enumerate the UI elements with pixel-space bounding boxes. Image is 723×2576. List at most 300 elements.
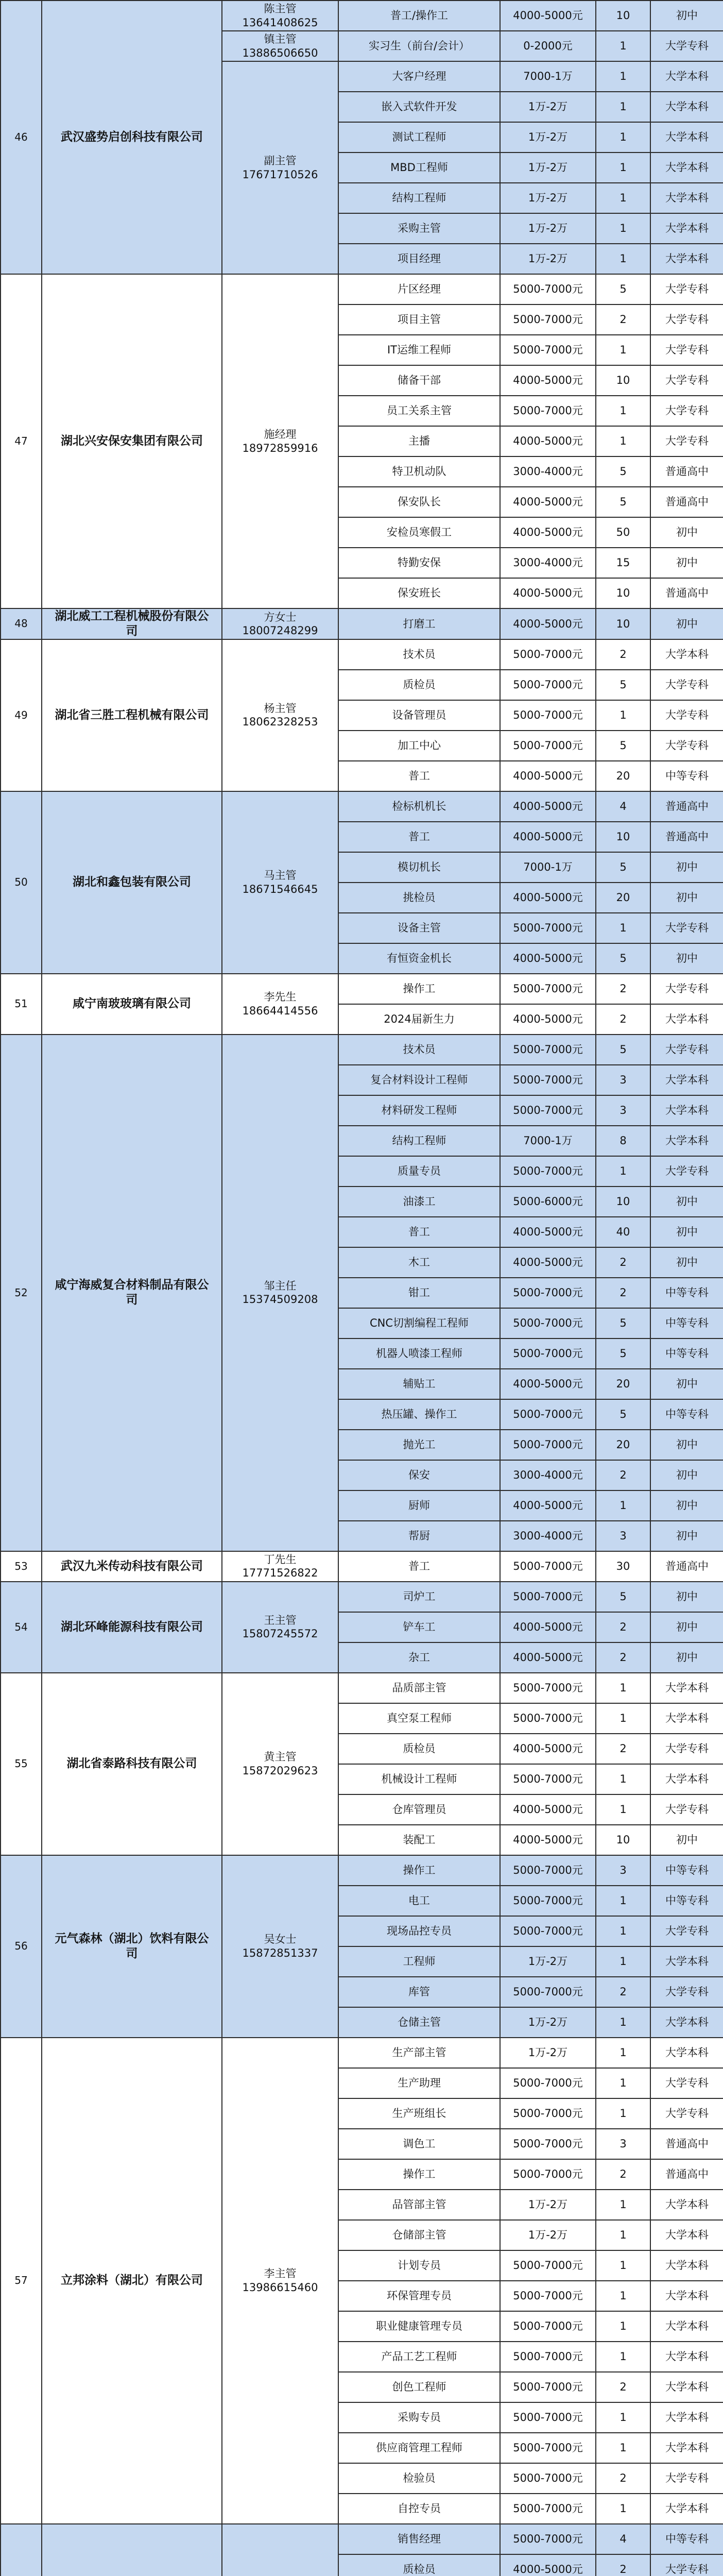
contact-name: 黄主管: [264, 1751, 297, 1764]
job-education: 大学专科: [650, 2098, 723, 2129]
job-education: 大学本科: [650, 244, 723, 274]
job-title: 铲车工: [338, 1612, 500, 1642]
job-headcount: 40: [596, 1217, 650, 1247]
contact-cell: [222, 1582, 338, 1673]
job-salary: 5000-7000元: [500, 304, 596, 335]
job-education: 大学专科: [650, 700, 723, 731]
job-title: 储备干部: [338, 365, 500, 396]
job-headcount: 1: [596, 1886, 650, 1916]
job-title: 挑检员: [338, 883, 500, 913]
job-salary: 5000-7000元: [500, 1916, 596, 1946]
job-title: 普工: [338, 822, 500, 852]
job-education: 中等专科: [650, 1338, 723, 1369]
job-education: 初中: [650, 852, 723, 883]
job-education: 初中: [650, 548, 723, 578]
job-salary: 5000-7000元: [500, 2098, 596, 2129]
contact-cell: [222, 274, 338, 608]
table-row: [1, 1673, 723, 1703]
company-number: 51: [1, 974, 42, 1035]
job-education: 大学专科: [650, 1734, 723, 1764]
company-name: 湖北和鑫包装有限公司: [42, 791, 222, 974]
job-headcount: 1: [596, 426, 650, 456]
job-education: 初中: [650, 1, 723, 31]
job-headcount: 1: [596, 1673, 650, 1703]
contact-name: 镇主管: [264, 33, 297, 46]
job-title: 现场品控专员: [338, 1916, 500, 1946]
company-name: 咸宁南玻玻璃有限公司: [42, 974, 222, 1035]
job-education: 中等专科: [650, 1278, 723, 1308]
job-education: 大学本科: [650, 2311, 723, 2342]
table-row: [1, 2524, 723, 2554]
job-headcount: 1: [596, 31, 650, 61]
job-salary: 4000-5000元: [500, 487, 596, 517]
job-title: 真空泵工程师: [338, 1703, 500, 1734]
job-title: 操作工: [338, 974, 500, 1004]
job-title: 普工: [338, 1217, 500, 1247]
job-education: 大学本科: [650, 1004, 723, 1035]
job-salary: 5000-7000元: [500, 731, 596, 761]
job-title: 普工: [338, 761, 500, 791]
company-number: 56: [1, 1855, 42, 2038]
table-row: [1, 608, 723, 639]
job-salary: 5000-7000元: [500, 1095, 596, 1126]
job-salary: 4000-5000元: [500, 1734, 596, 1764]
job-title: 有恒资金机长: [338, 943, 500, 974]
job-headcount: 5: [596, 852, 650, 883]
company-number: 48: [1, 608, 42, 639]
job-education: 初中: [650, 1460, 723, 1490]
job-salary: 5000-7000元: [500, 1855, 596, 1886]
contact-phone[interactable]: 15374509208: [242, 1293, 318, 1306]
job-headcount: 20: [596, 883, 650, 913]
contact-name: 吴女士: [264, 1933, 297, 1946]
job-salary: 5000-7000元: [500, 1035, 596, 1065]
company-name: [42, 2524, 222, 2576]
job-education: 大学本科: [650, 2372, 723, 2402]
job-headcount: 2: [596, 2554, 650, 2576]
job-education: 中等专科: [650, 761, 723, 791]
job-salary: 5000-7000元: [500, 274, 596, 304]
job-title: CNC切割编程工程师: [338, 1308, 500, 1338]
job-headcount: 1: [596, 1916, 650, 1946]
job-education: 大学本科: [650, 2220, 723, 2250]
job-title: 特勤安保: [338, 548, 500, 578]
job-education: 普通高中: [650, 822, 723, 852]
job-education: 中等专科: [650, 1886, 723, 1916]
job-title: 木工: [338, 1247, 500, 1278]
contact-phone[interactable]: 18671546645: [242, 883, 318, 895]
job-headcount: 1: [596, 913, 650, 943]
table-row: [1, 639, 723, 670]
job-salary: 1万-2万: [500, 2007, 596, 2038]
job-salary: 4000-5000元: [500, 426, 596, 456]
job-title: 自控专员: [338, 2494, 500, 2524]
job-headcount: 1: [596, 2098, 650, 2129]
job-education: 大学本科: [650, 2007, 723, 2038]
job-education: 普通高中: [650, 487, 723, 517]
job-headcount: 20: [596, 761, 650, 791]
job-salary: 5000-7000元: [500, 1886, 596, 1916]
job-education: 初中: [650, 1642, 723, 1673]
job-salary: 0-2000元: [500, 31, 596, 61]
contact-name: 杨主管: [264, 702, 297, 715]
job-salary: 5000-7000元: [500, 2281, 596, 2311]
job-headcount: 1: [596, 2342, 650, 2372]
job-education: 中等专科: [650, 1399, 723, 1430]
job-salary: 4000-5000元: [500, 883, 596, 913]
job-salary: 3000-4000元: [500, 1460, 596, 1490]
job-headcount: 10: [596, 608, 650, 639]
job-headcount: 2: [596, 1734, 650, 1764]
job-salary: 4000-5000元: [500, 2554, 596, 2576]
contact-cell: [222, 608, 338, 639]
job-education: 大学本科: [650, 61, 723, 92]
table-row: [1, 1035, 723, 1065]
job-salary: 5000-7000元: [500, 1338, 596, 1369]
job-title: 结构工程师: [338, 183, 500, 213]
job-title: 销售经理: [338, 2524, 500, 2554]
contact-name: 李主管: [264, 2267, 297, 2280]
job-title: 加工中心: [338, 731, 500, 761]
job-title: 供应商管理工程师: [338, 2433, 500, 2463]
job-education: 大学本科: [650, 183, 723, 213]
job-title: 保安: [338, 1460, 500, 1490]
job-education: 大学本科: [650, 2494, 723, 2524]
contact-name: 施经理: [264, 428, 297, 441]
job-education: 初中: [650, 943, 723, 974]
job-title: 技术员: [338, 1035, 500, 1065]
job-headcount: 1: [596, 152, 650, 183]
job-title: 普工/操作工: [338, 1, 500, 31]
job-education: 初中: [650, 1217, 723, 1247]
job-headcount: 5: [596, 1582, 650, 1612]
job-headcount: 1: [596, 1764, 650, 1794]
job-headcount: 5: [596, 1308, 650, 1338]
job-title: 保安队长: [338, 487, 500, 517]
job-title: 质检员: [338, 2554, 500, 2576]
job-salary: 4000-5000元: [500, 791, 596, 822]
job-title: 实习生（前台/会计）: [338, 31, 500, 61]
contact-cell: [222, 1673, 338, 1855]
job-headcount: 15: [596, 548, 650, 578]
contact-phone[interactable]: 13986615460: [242, 2281, 318, 2294]
job-education: 初中: [650, 1490, 723, 1521]
job-salary: 3000-4000元: [500, 548, 596, 578]
job-salary: 4000-5000元: [500, 822, 596, 852]
job-title: 机械设计工程师: [338, 1764, 500, 1794]
job-headcount: 5: [596, 274, 650, 304]
job-salary: 4000-5000元: [500, 578, 596, 608]
contact-phone[interactable]: 18007248299: [242, 624, 318, 637]
job-headcount: 2: [596, 1278, 650, 1308]
job-salary: 4000-5000元: [500, 1004, 596, 1035]
job-headcount: 5: [596, 487, 650, 517]
job-title: 打磨工: [338, 608, 500, 639]
job-title: 辅贴工: [338, 1369, 500, 1399]
job-salary: 5000-7000元: [500, 1065, 596, 1095]
job-education: 中等专科: [650, 2524, 723, 2554]
job-title: 仓储主管: [338, 2007, 500, 2038]
contact-cell: [222, 639, 338, 791]
job-headcount: 5: [596, 943, 650, 974]
job-title: 质量专员: [338, 1156, 500, 1187]
job-education: 大学专科: [650, 974, 723, 1004]
job-headcount: 1: [596, 61, 650, 92]
job-education: 大学专科: [650, 731, 723, 761]
job-education: 普通高中: [650, 1551, 723, 1582]
job-education: 大学本科: [650, 2281, 723, 2311]
job-salary: 1万-2万: [500, 244, 596, 274]
contact-cell: [222, 31, 338, 61]
job-headcount: 4: [596, 2524, 650, 2554]
job-title: 复合材料设计工程师: [338, 1065, 500, 1095]
job-salary: 4000-5000元: [500, 365, 596, 396]
job-title: 结构工程师: [338, 1126, 500, 1156]
contact-name: 丁先生: [264, 1553, 297, 1566]
job-title: 检标机机长: [338, 791, 500, 822]
company-number: [1, 2524, 42, 2576]
company-number: 52: [1, 1035, 42, 1551]
job-salary: 5000-7000元: [500, 2463, 596, 2494]
company-name: 咸宁海威复合材料制品有限公司: [42, 1035, 222, 1551]
job-salary: 5000-7000元: [500, 1764, 596, 1794]
table-row: [1, 1, 723, 31]
table-row: [1, 274, 723, 304]
job-salary: 5000-7000元: [500, 700, 596, 731]
job-headcount: 1: [596, 2220, 650, 2250]
contact-phone[interactable]: 17671710526: [242, 168, 318, 181]
job-salary: 5000-7000元: [500, 2311, 596, 2342]
job-title: 生产助理: [338, 2068, 500, 2098]
job-education: 普通高中: [650, 791, 723, 822]
job-title: 2024届新生力: [338, 1004, 500, 1035]
job-salary: 5000-7000元: [500, 2159, 596, 2190]
job-title: 环保管理专员: [338, 2281, 500, 2311]
job-education: 普通高中: [650, 2159, 723, 2190]
job-education: 初中: [650, 608, 723, 639]
job-title: 普工: [338, 1551, 500, 1582]
job-salary: 5000-7000元: [500, 1278, 596, 1308]
job-headcount: 1: [596, 183, 650, 213]
job-headcount: 1: [596, 122, 650, 152]
company-name: 元气森林（湖北）饮料有限公司: [42, 1855, 222, 2038]
job-education: 大学本科: [650, 152, 723, 183]
company-name: 湖北威工工程机械股份有限公司: [42, 608, 222, 639]
job-headcount: 1: [596, 2311, 650, 2342]
contact-phone[interactable]: 18664414556: [242, 1004, 318, 1017]
contact-phone[interactable]: 15807245572: [242, 1628, 318, 1640]
job-title: 品质部主管: [338, 1673, 500, 1703]
job-salary: 7000-1万: [500, 852, 596, 883]
contact-phone[interactable]: 13641408625: [242, 16, 318, 29]
job-title: 设备主管: [338, 913, 500, 943]
job-title: 油漆工: [338, 1187, 500, 1217]
job-education: 大学专科: [650, 1156, 723, 1187]
job-salary: 1万-2万: [500, 213, 596, 244]
job-education: 大学本科: [650, 2433, 723, 2463]
table-row: [1, 791, 723, 822]
job-salary: 7000-1万: [500, 61, 596, 92]
job-education: 中等专科: [650, 1308, 723, 1338]
contact-phone[interactable]: 18972859916: [242, 442, 318, 454]
job-title: 模切机长: [338, 852, 500, 883]
job-education: 中等专科: [650, 1855, 723, 1886]
job-education: 大学本科: [650, 1126, 723, 1156]
job-headcount: 1: [596, 1490, 650, 1521]
job-salary: 4000-5000元: [500, 1612, 596, 1642]
job-title: 品管部主管: [338, 2190, 500, 2220]
job-headcount: 10: [596, 822, 650, 852]
job-headcount: 1: [596, 2038, 650, 2068]
contact-phone[interactable]: 18062328253: [242, 716, 318, 728]
job-salary: 5000-7000元: [500, 1430, 596, 1460]
job-salary: 5000-7000元: [500, 2524, 596, 2554]
job-salary: 5000-7000元: [500, 1399, 596, 1430]
job-title: 创色工程师: [338, 2372, 500, 2402]
table-row: [1, 1551, 723, 1582]
contact-name: 陈主管: [264, 3, 297, 15]
job-headcount: 2: [596, 2159, 650, 2190]
contact-cell: [222, 1855, 338, 2038]
job-education: 大学专科: [650, 2463, 723, 2494]
job-salary: 4000-5000元: [500, 943, 596, 974]
job-education: 大学专科: [650, 2068, 723, 2098]
job-headcount: 20: [596, 1430, 650, 1460]
job-title: 项目经理: [338, 244, 500, 274]
job-headcount: 5: [596, 1338, 650, 1369]
job-headcount: 1: [596, 1794, 650, 1825]
job-title: 安检员寒假工: [338, 517, 500, 548]
job-salary: 5000-7000元: [500, 639, 596, 670]
job-title: 调色工: [338, 2129, 500, 2159]
job-headcount: 3: [596, 2129, 650, 2159]
job-headcount: 3: [596, 1065, 650, 1095]
job-education: 大学本科: [650, 1703, 723, 1734]
job-title: 钳工: [338, 1278, 500, 1308]
contact-cell: [222, 61, 338, 274]
job-headcount: 1: [596, 2068, 650, 2098]
job-education: 大学本科: [650, 213, 723, 244]
job-title: 司炉工: [338, 1582, 500, 1612]
job-headcount: 1: [596, 1156, 650, 1187]
job-education: 大学专科: [650, 365, 723, 396]
job-education: 大学本科: [650, 1095, 723, 1126]
job-title: 材料研发工程师: [338, 1095, 500, 1126]
job-headcount: 5: [596, 1399, 650, 1430]
company-number: 46: [1, 1, 42, 274]
company-name: 湖北兴安保安集团有限公司: [42, 274, 222, 608]
job-headcount: 5: [596, 456, 650, 487]
job-headcount: 1: [596, 2402, 650, 2433]
job-headcount: 30: [596, 1551, 650, 1582]
job-title: 库管: [338, 1977, 500, 2007]
job-salary: 4000-5000元: [500, 1369, 596, 1399]
job-table-body: [1, 1, 723, 2576]
job-salary: 5000-7000元: [500, 1673, 596, 1703]
job-title: 杂工: [338, 1642, 500, 1673]
table-row: [1, 1855, 723, 1886]
job-title: 操作工: [338, 2159, 500, 2190]
job-salary: 5000-7000元: [500, 2372, 596, 2402]
job-title: 产品工艺工程师: [338, 2342, 500, 2372]
job-title: 项目主管: [338, 304, 500, 335]
job-education: 初中: [650, 1430, 723, 1460]
job-education: 初中: [650, 517, 723, 548]
job-education: 大学本科: [650, 92, 723, 122]
contact-name: 副主管: [264, 155, 297, 167]
job-salary: 5000-7000元: [500, 1977, 596, 2007]
job-headcount: 1: [596, 2433, 650, 2463]
job-headcount: 5: [596, 1035, 650, 1065]
job-salary: 5000-7000元: [500, 670, 596, 700]
job-title: 生产部主管: [338, 2038, 500, 2068]
contact-phone[interactable]: 15872029623: [242, 1764, 318, 1777]
job-headcount: 3: [596, 1855, 650, 1886]
company-number: 57: [1, 2038, 42, 2524]
job-education: 大学专科: [650, 274, 723, 304]
job-title: 采购专员: [338, 2402, 500, 2433]
job-education: 大学本科: [650, 1065, 723, 1095]
job-headcount: 1: [596, 213, 650, 244]
job-education: 大学专科: [650, 304, 723, 335]
job-salary: 5000-7000元: [500, 1582, 596, 1612]
job-education: 初中: [650, 1187, 723, 1217]
job-education: 大学本科: [650, 1764, 723, 1794]
contact-phone[interactable]: 17771526822: [242, 1567, 318, 1579]
job-headcount: 1: [596, 244, 650, 274]
job-title: 技术员: [338, 639, 500, 670]
job-salary: 1万-2万: [500, 2038, 596, 2068]
job-salary: 4000-5000元: [500, 761, 596, 791]
job-headcount: 5: [596, 731, 650, 761]
job-salary: 3000-4000元: [500, 456, 596, 487]
contact-name: 李先生: [264, 991, 297, 1004]
contact-cell: [222, 974, 338, 1035]
contact-name: 邹主任: [264, 1279, 297, 1292]
job-salary: 4000-5000元: [500, 1247, 596, 1278]
job-title: 员工关系主管: [338, 396, 500, 426]
company-name: 湖北省泰路科技有限公司: [42, 1673, 222, 1855]
table-row: [1, 974, 723, 1004]
job-headcount: 10: [596, 578, 650, 608]
company-name: 湖北环峰能源科技有限公司: [42, 1582, 222, 1673]
job-education: 初中: [650, 883, 723, 913]
job-salary: 5000-7000元: [500, 974, 596, 1004]
job-education: 大学本科: [650, 122, 723, 152]
job-title: 热压罐、操作工: [338, 1399, 500, 1430]
job-title: 保安班长: [338, 578, 500, 608]
job-salary: 1万-2万: [500, 1946, 596, 1977]
job-education: 大学专科: [650, 2554, 723, 2576]
company-name: 武汉盛势启创科技有限公司: [42, 1, 222, 274]
job-salary: 1万-2万: [500, 152, 596, 183]
contact-cell: [222, 2524, 338, 2576]
contact-phone[interactable]: 15872851337: [242, 1946, 318, 1959]
job-salary: 4000-5000元: [500, 1490, 596, 1521]
job-education: 大学本科: [650, 2402, 723, 2433]
job-salary: 5000-7000元: [500, 396, 596, 426]
job-headcount: 2: [596, 2463, 650, 2494]
job-headcount: 1: [596, 2281, 650, 2311]
contact-phone[interactable]: 13886506650: [242, 46, 318, 59]
job-salary: 5000-7000元: [500, 2129, 596, 2159]
job-headcount: 1: [596, 2190, 650, 2220]
job-salary: 4000-5000元: [500, 608, 596, 639]
job-salary: 4000-5000元: [500, 1825, 596, 1855]
job-salary: 3000-4000元: [500, 1521, 596, 1551]
job-title: 质检员: [338, 1734, 500, 1764]
job-education: 初中: [650, 1247, 723, 1278]
